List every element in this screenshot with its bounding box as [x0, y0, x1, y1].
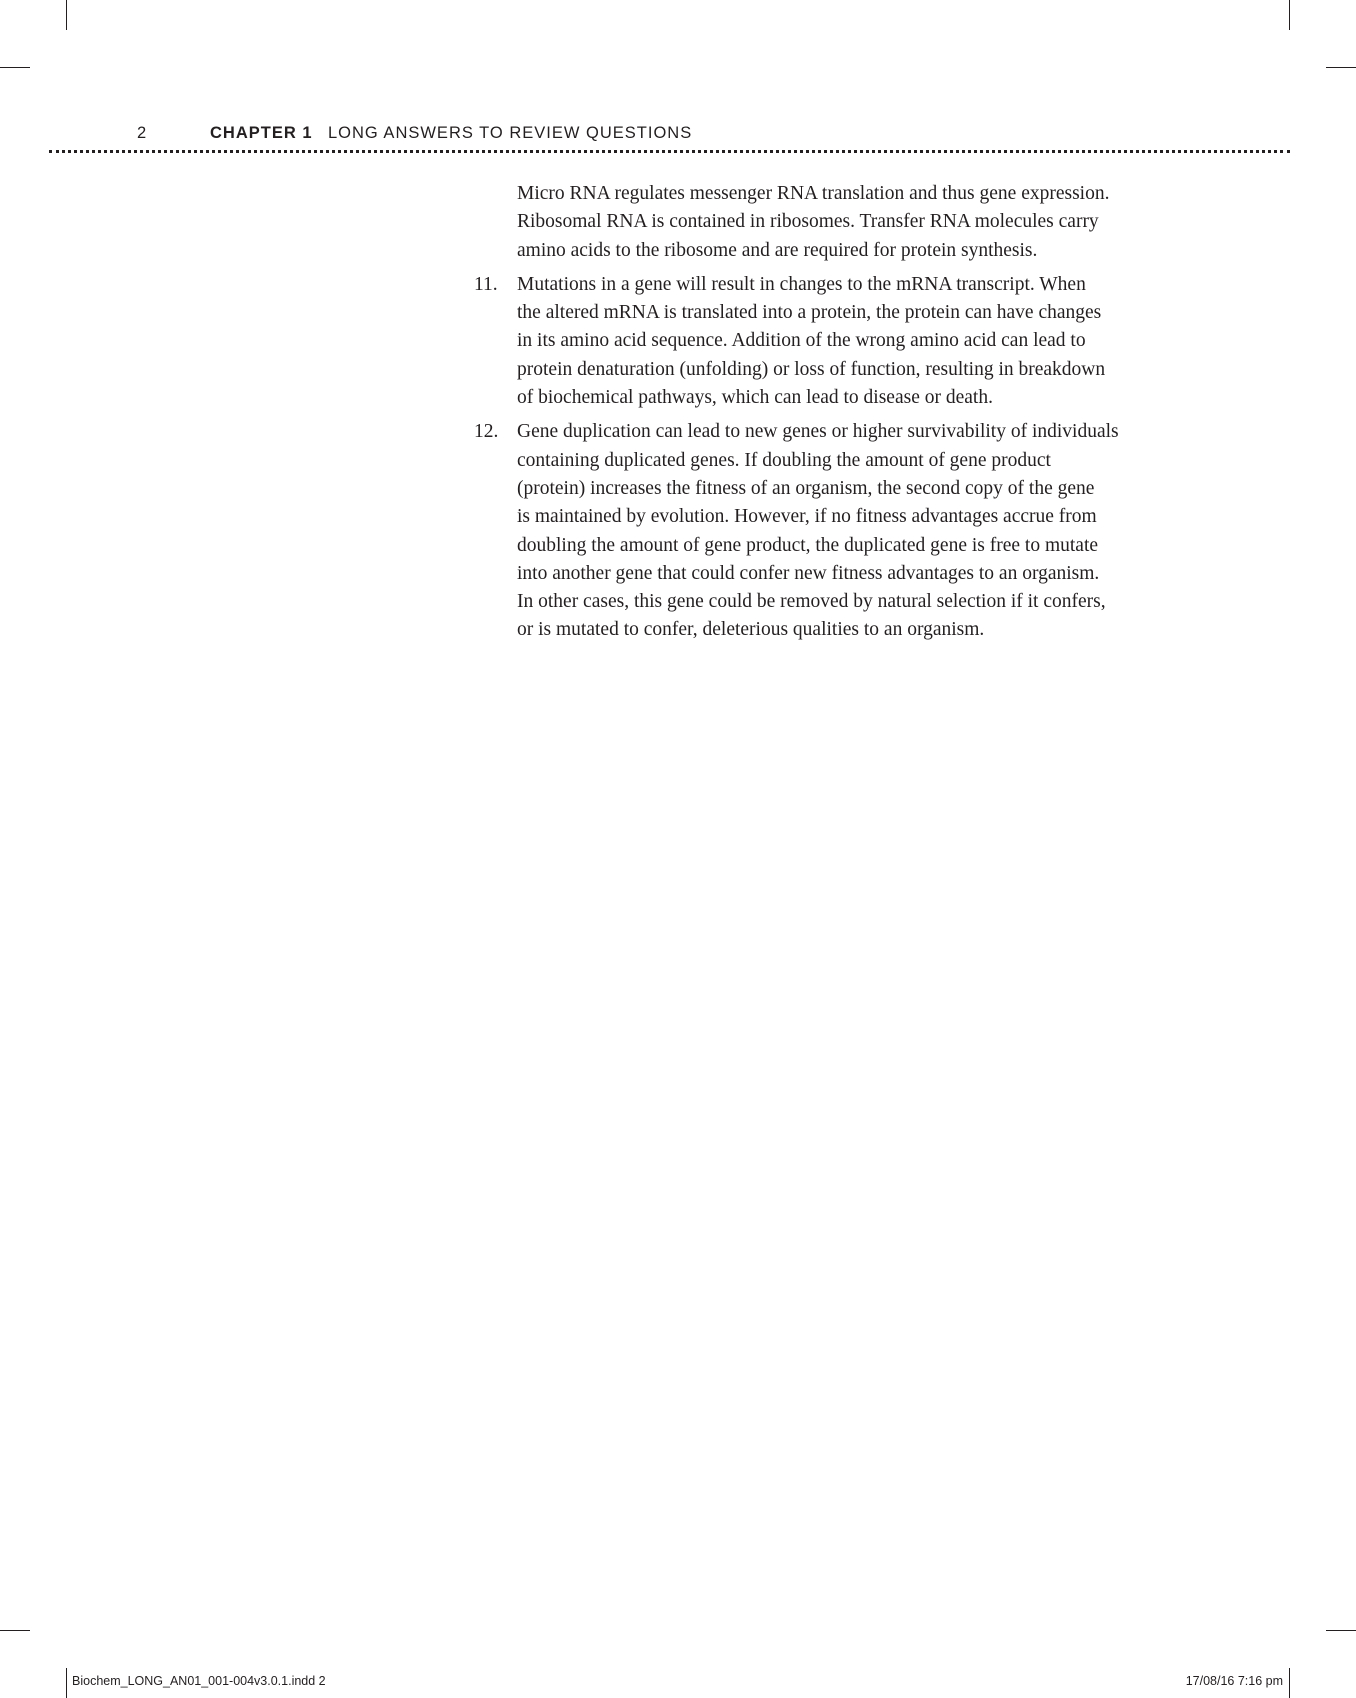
continuation-paragraph — [462, 180, 1182, 265]
crop-mark-left-top — [0, 67, 30, 68]
page-number: 2 — [137, 124, 148, 142]
text-line: amino acids to the ribosome and are required for protein synthesis. — [517, 239, 1038, 261]
text-line: containing duplicated genes. If doubling the amount of gene product — [517, 449, 1051, 471]
answer-text — [462, 180, 1182, 651]
running-head — [0, 124, 1356, 146]
crop-mark-right-top — [1326, 67, 1356, 68]
crop-mark-top-right — [1289, 0, 1290, 30]
text-line: of biochemical pathways, which can lead to disease or death. — [517, 387, 993, 409]
answer-item-12 — [462, 418, 1182, 644]
text-line: Ribosomal RNA is contained in ribosomes. Transfer RNA molecules carry — [517, 211, 1099, 233]
crop-mark-bottom-right — [1289, 1668, 1290, 1698]
crop-mark-bottom-left — [66, 1668, 67, 1698]
crop-mark-top-left — [66, 0, 67, 30]
text-line: is maintained by evolution. However, if no fitness advantages accrue from — [517, 506, 1097, 528]
text-line: Gene duplication can lead to new genes or higher survivability of individuals — [517, 421, 1119, 443]
item-number: 11. — [474, 273, 498, 295]
crop-mark-right-bottom — [1326, 1630, 1356, 1631]
text-line: into another gene that could confer new fitness advantages to an organism. — [517, 562, 1100, 584]
chapter-label: CHAPTER 1 — [210, 124, 313, 142]
chapter-title: LONG ANSWERS TO REVIEW QUESTIONS — [328, 124, 693, 142]
text-line: protein denaturation (unfolding) or loss of function, resulting in breakdown — [517, 358, 1106, 380]
text-line: the altered mRNA is translated into a protein, the protein can have changes — [517, 302, 1102, 324]
item-number: 12. — [474, 421, 499, 443]
crop-mark-left-bottom — [0, 1630, 30, 1631]
text-line: (protein) increases the fitness of an organism, the second copy of the gene — [517, 477, 1095, 499]
text-line: doubling the amount of gene product, the duplicated gene is free to mutate — [517, 534, 1099, 556]
text-line: in its amino acid sequence. Addition of the wrong amino acid can lead to — [517, 330, 1086, 352]
answer-item-11 — [462, 271, 1182, 412]
text-line: Mutations in a gene will result in changes to the mRNA transcript. When — [517, 273, 1086, 295]
text-line: Micro RNA regulates messenger RNA translation and thus gene expression. — [517, 183, 1110, 204]
text-line: In other cases, this gene could be removed by natural selection if it confers, — [517, 591, 1106, 613]
file-slug: Biochem_LONG_AN01_001-004v3.0.1.indd 2 — [72, 1674, 326, 1688]
header-dotted-rule — [49, 150, 1290, 153]
text-line: or is mutated to confer, deleterious qualities to an organism. — [517, 619, 985, 641]
date-slug: 17/08/16 7:16 pm — [1185, 1674, 1283, 1688]
